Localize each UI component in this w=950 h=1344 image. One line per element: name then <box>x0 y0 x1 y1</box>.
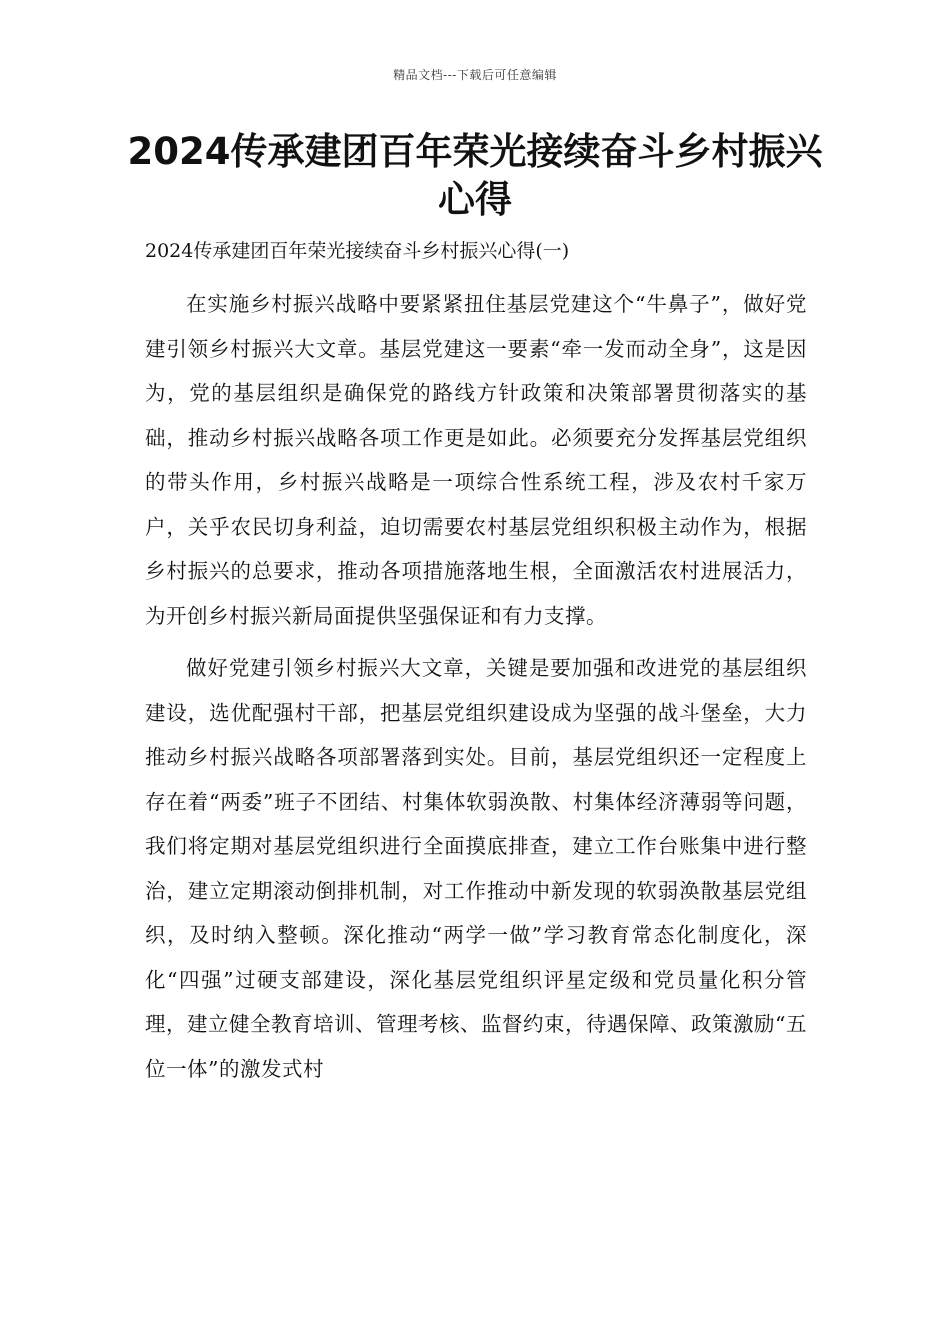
document-title: 2024传承建团百年荣光接续奋斗乡村振兴心得 <box>127 130 823 221</box>
document-body <box>145 282 807 1099</box>
header-note: 精品文档---下载后可任意编辑 <box>393 68 557 82</box>
paragraph-2: 做好党建引领乡村振兴大文章，关键是要加强和改进党的基层组织建设，选优配强村干部，把基层党组织建设成为坚强的战斗堡垒，大力推动乡村振兴战略各项部署落到实处。目前，基层党组织还一定程度上存在着“两委”班子不团结、村集体软弱涣散、村集体经济薄弱等问题，我们将定期对基层党组织进行全面摸底排查，建立工作台账集中进行整治，建立定期滚动倒排机制，对工作推动中新发现的软弱涣散基层党组织，及时纳入整顿。深化推动“两学一做”学习教育常态化制度化，深化“四强”过硬支部建设，深化基层党组织评星定级和党员量化积分管理，建立健全教育培训、管理考核、监督约束，待遇保障、政策激励“五位一体”的激发式村 <box>145 656 807 1081</box>
paragraph-1: 在实施乡村振兴战略中要紧紧扭住基层党建这个“牛鼻子”，做好党建引领乡村振兴大文章。基层党建这一要素“牵一发而动全身”，这是因为，党的基层组织是确保党的路线方针政策和决策部署贯彻落实的基础，推动乡村振兴战略各项工作更是如此。必须要充分发挥基层党组织的带头作用，乡村振兴战略是一项综合性系统工程，涉及农村千家万户，关乎农民切身利益，迫切需要农村基层党组织积极主动作为，根据乡村振兴的总要求，推动各项措施落地生根，全面激活农村进展活力，为开创乡村振兴新局面提供坚强保证和有力支撑。 <box>145 292 807 628</box>
document-subtitle: 2024传承建团百年荣光接续奋斗乡村振兴心得(一) <box>145 240 570 262</box>
